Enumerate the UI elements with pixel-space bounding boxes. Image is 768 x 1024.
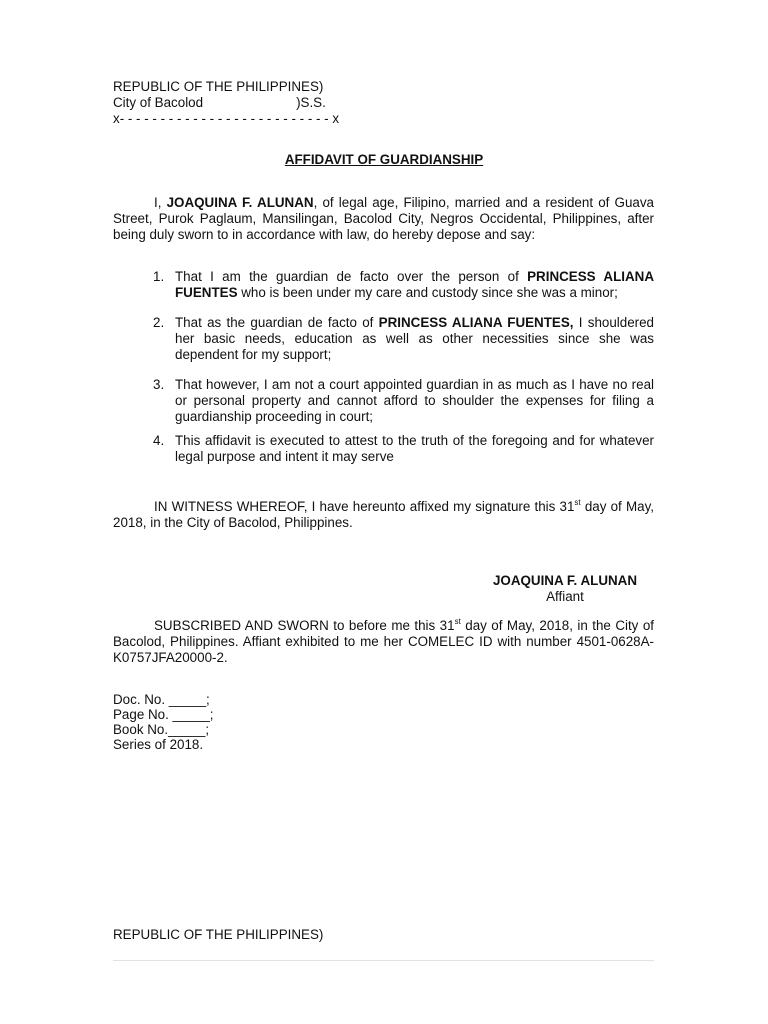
item-text: That however, I am not a court appointed guardian in as much as I have no real or personal property and cannot afford to shoulder the expenses for filing a guardianship proceeding in court; [175,377,654,424]
item-text: That as the guardian de facto of [175,315,379,330]
jurat-post: day of May, 2018, in the City of Bacolod, Philippines. Affiant exhibited to me her COMELEC ID with number 4501-0628A-K0757JFA20000-2. [113,618,654,665]
next-page-republic: REPUBLIC OF THE PHILIPPINES) [113,927,324,942]
item-text-post: who is been under my care and custody since she was a minor; [237,285,618,300]
signature-role: Affiant [546,589,584,604]
next-page-header [113,927,654,943]
item-number: 3. [153,377,165,392]
witness-pre: IN WITNESS WHEREOF, I have hereunto affixed my signature this 31 [154,499,575,514]
signature-name: JOAQUINA F. ALUNAN [492,573,638,588]
intro-post: , of legal age, Filipino, married and a resident of Guava Street, Purok Paglaum, Mansilingan, Bacolod City, Negros Occidental, Philippines, after being duly sworn to in accordance with law, do hereby depose and say: [113,195,654,242]
item-number: 1. [153,269,165,284]
item-text-post: I shouldered her basic needs, education as well as other necessities since she was dependent for my support; [175,315,655,362]
jurat-pre: SUBSCRIBED AND SWORN to before me this 31 [154,618,455,633]
item-bold: PRINCESS ALIANA FUENTES [175,269,654,300]
item-number: 4. [153,433,165,448]
averments-list [113,269,654,465]
averment-item [113,377,654,425]
jurat-paragraph [113,618,654,666]
venue-republic: REPUBLIC OF THE PHILIPPINES) [113,79,324,94]
witness-paragraph [113,499,654,531]
item-text: That I am the guardian de facto over the person of [175,269,528,284]
item-bold: PRINCESS ALIANA FUENTES, [378,315,574,330]
witness-post: day of May, 2018, in the City of Bacolod, Philippines. [113,499,654,530]
intro-pre: I, [154,195,167,210]
item-text: This affidavit is executed to attest to the truth of the foregoing and for whatever legal purpose and intent it may serve [175,433,654,464]
affiant-name: JOAQUINA F. ALUNAN [166,195,314,210]
venue-city: City of Bacolod )S.S. [113,95,326,110]
document-title-wrap [0,152,768,168]
jurat-sup: st [454,617,461,626]
averment-item [113,315,654,363]
page-divider [113,960,654,961]
venue-header [113,79,654,127]
document-title: AFFIDAVIT OF GUARDIANSHIP [284,152,484,167]
notarial-register [113,692,654,752]
page-number: Page No. _____; [113,707,214,722]
book-number: Book No._____; [113,722,210,737]
witness-sup: st [574,498,581,507]
signature-block [440,573,690,605]
venue-divider: x- - - - - - - - - - - - - - - - - - - - - - - - - - x [113,111,340,126]
intro-paragraph [113,195,654,243]
averment-item [113,269,654,301]
series-year: Series of 2018. [113,737,204,752]
doc-number: Doc. No. _____; [113,692,210,707]
item-number: 2. [153,315,165,330]
averment-item [113,433,654,465]
